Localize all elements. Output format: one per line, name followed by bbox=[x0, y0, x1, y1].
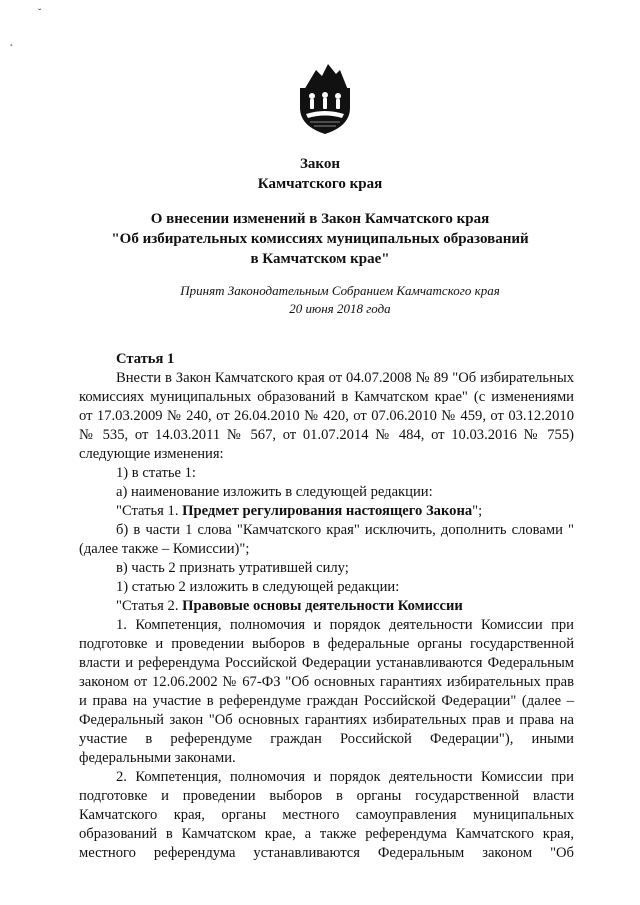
law-body bbox=[79, 350, 574, 863]
quote-suffix: "; bbox=[472, 503, 483, 519]
quote-bold: Предмет регулирования настоящего Закона bbox=[182, 503, 473, 519]
paragraph: 1. Компетенция, полномочия и порядок деятельности Комиссии при подготовке и проведении выборов в федеральные органы государственной власти и референдума Российской Федерации устанавливаются Федеральным законом от 12.06.2002 № 67-ФЗ "Об основных гарантиях избирательных прав и права на участие в референдуме граждан Российской Федерации" (далее – Федеральный закон "Об основных гарантиях избирательных прав и права на участие в референдуме граждан Российской Федерации"), иными федеральными законами. bbox=[79, 617, 574, 766]
law-subject-line: в Камчатском крае" bbox=[250, 251, 390, 267]
law-title: Закон bbox=[299, 156, 340, 172]
quote-prefix: "Статья 1. bbox=[116, 503, 183, 519]
quote-prefix: "Статья 2. bbox=[116, 598, 183, 614]
list-item: б) в части 1 слова "Камчатского края" исключить, дополнить словами "(далее также – Комиссии)"; bbox=[79, 522, 574, 557]
law-subject-line: О внесении изменений в Закон Камчатского края bbox=[150, 211, 490, 227]
paragraph: 2. Компетенция, полномочия и порядок деятельности Комиссии при подготовке и проведении выборов в органы государственной власти Камчатского края, органы местного самоуправления муниципальных образований в Камчатском крае, а также референдума Камчатского края, местного референдума устанавливаются Федеральным законом "Об bbox=[79, 769, 574, 861]
law-subject-line: "Об избирательных комиссиях муниципальных образований bbox=[111, 231, 529, 247]
scan-mark: ˇ bbox=[38, 8, 42, 19]
quote-bold: Правовые основы деятельности Комиссии bbox=[182, 598, 463, 614]
quote-line bbox=[79, 502, 574, 521]
adoption-date: 20 июня 2018 года bbox=[289, 301, 391, 316]
list-item: 1) статью 2 изложить в следующей редакции: bbox=[116, 579, 400, 595]
kamchatka-coat-of-arms-icon bbox=[296, 60, 354, 138]
quote-line bbox=[79, 597, 574, 616]
paragraph: Внести в Закон Камчатского края от 04.07.2008 № 89 "Об избирательных комиссиях муниципальных образований в Камчатском крае" (с изменениями от 17.03.2009 № 240, от 26.04.2010 № 420, от 07.06.2010 № 459, от 03.12.2010 № 535, от 14.03.2011 № 567, от 01.07.2014 № 484, от 10.03.2016 № 755) следующие изменения: bbox=[79, 370, 574, 462]
list-item: 1) в статье 1: bbox=[116, 465, 196, 481]
article-heading: Статья 1 bbox=[116, 351, 175, 367]
list-item: в) часть 2 признать утратившей силу; bbox=[116, 560, 349, 576]
list-item: а) наименование изложить в следующей редакции: bbox=[116, 484, 433, 500]
scan-mark: ˛ bbox=[10, 36, 14, 47]
adoption-note: Принят Законодательным Собранием Камчатского края bbox=[180, 283, 500, 298]
law-region: Камчатского края bbox=[257, 176, 383, 192]
